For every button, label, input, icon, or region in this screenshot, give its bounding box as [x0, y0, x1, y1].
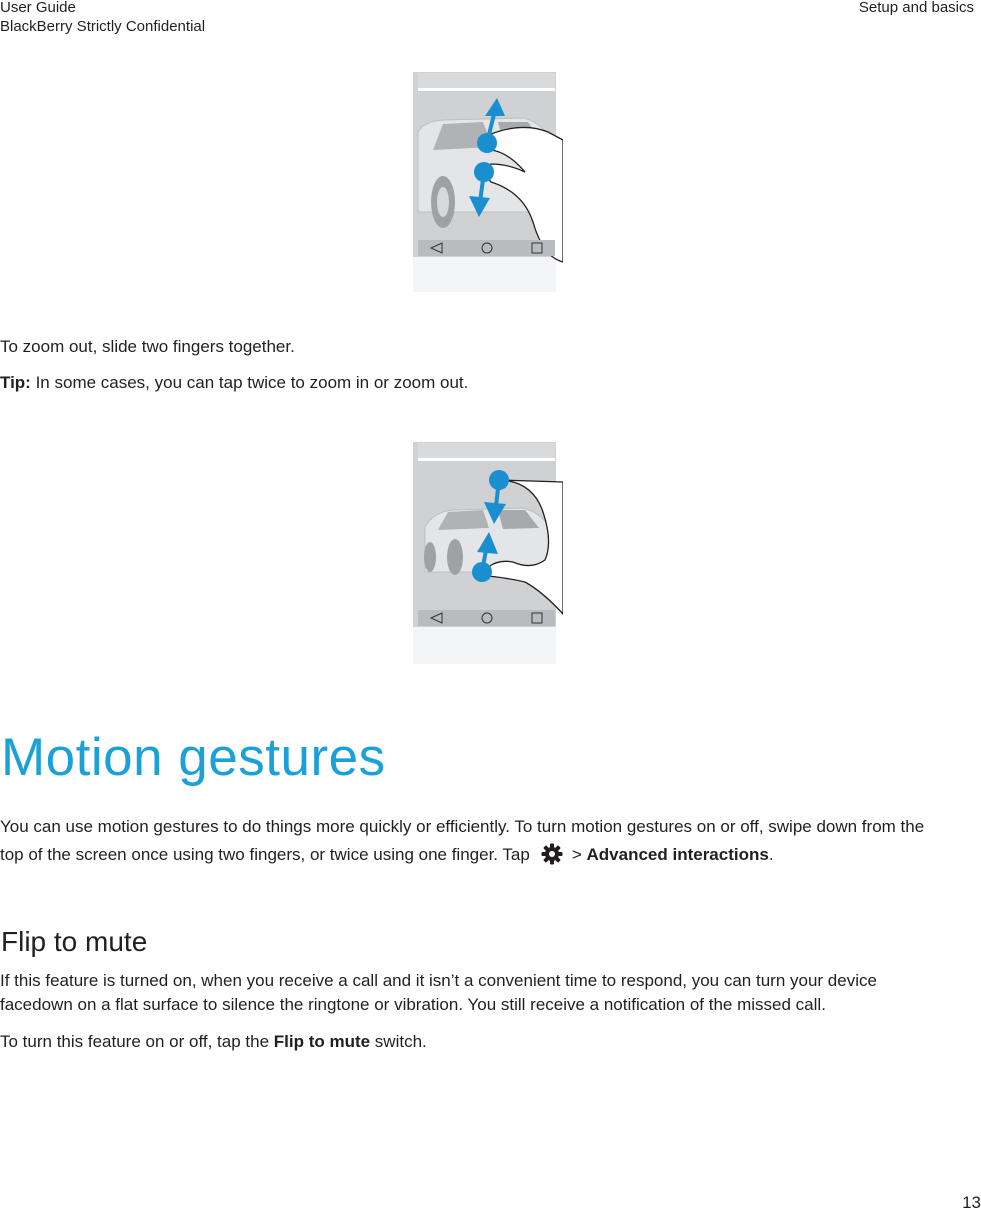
- motion-intro-line1: You can use motion gestures to do things more quickly or efficiently. To turn motion gestures on or off, swipe down from the: [0, 817, 925, 836]
- page-number: 13: [962, 1193, 981, 1212]
- flip-para2-text: To turn this feature on or off, tap the: [0, 1032, 274, 1051]
- motion-gestures-heading: Motion gestures: [1, 728, 386, 787]
- page-header-left: [0, 0, 205, 36]
- motion-intro-end: .: [768, 845, 774, 864]
- zoom-out-text: To zoom out, slide two fingers together.: [0, 337, 295, 356]
- confidentiality-label: BlackBerry Strictly Confidential: [0, 18, 206, 35]
- menu-separator: >: [571, 845, 587, 864]
- flip-para2: [0, 1028, 427, 1056]
- flip-to-mute-label: Flip to mute: [273, 1032, 371, 1051]
- advanced-interactions-label: Advanced interactions: [586, 845, 769, 864]
- zoom-in-illustration: [413, 72, 563, 292]
- zoom-out-illustration: [413, 442, 563, 664]
- tip-text: In some cases, you can tap twice to zoom in or zoom out.: [30, 373, 469, 392]
- section-title: Setup and basics: [858, 0, 974, 16]
- flip-para1-line1: If this feature is turned on, when you receive a call and it isn’t a convenient time to respond, you can turn your device: [0, 971, 877, 990]
- doc-title: User Guide: [0, 0, 76, 16]
- tip-paragraph: [0, 369, 468, 397]
- flip-para2-end: switch.: [370, 1032, 427, 1051]
- motion-intro-line2: [0, 841, 774, 869]
- flip-para1-line2: facedown on a flat surface to silence the ringtone or vibration. You still receive a notification of the missed call.: [0, 995, 826, 1014]
- tip-label: Tip:: [0, 373, 31, 392]
- gear-icon: [540, 842, 564, 866]
- motion-intro-text: top of the screen once using two fingers, or twice using one finger. Tap: [0, 845, 530, 864]
- flip-to-mute-heading: Flip to mute: [1, 926, 148, 957]
